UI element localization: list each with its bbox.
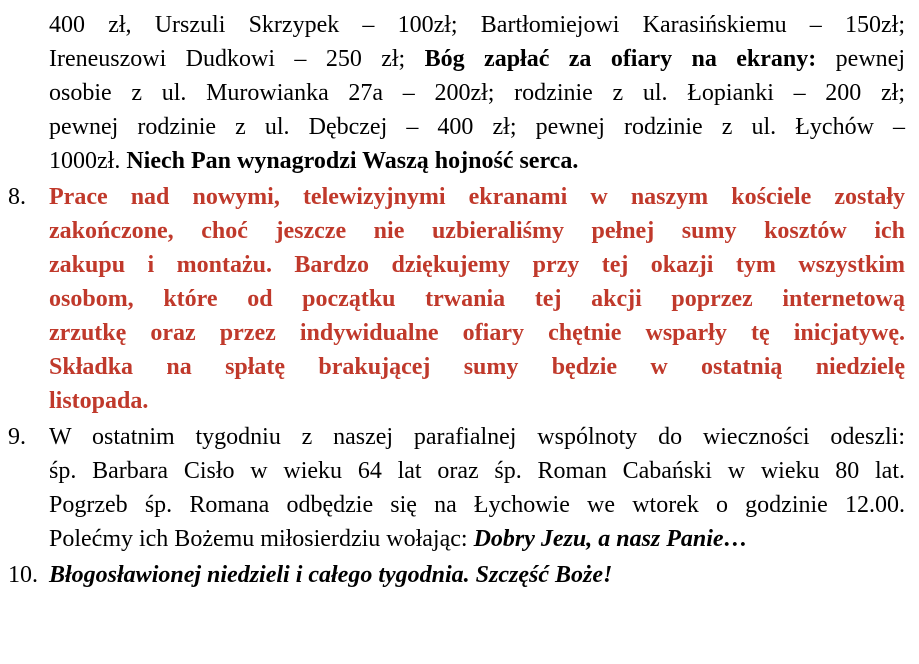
- item7-line-5: [49, 145, 578, 177]
- item7-text: pewnej: [816, 46, 905, 72]
- item8-line-2: zakończone, choć jeszcze nie uzbieraliśmy pełnej sumy kosztów ich: [49, 218, 905, 244]
- item9-line-4: [49, 523, 748, 555]
- item7-text: 1000zł.: [49, 148, 127, 174]
- item8-line-1: Prace nad nowymi, telewizyjnymi ekranami w naszym kościele zostały: [49, 184, 905, 210]
- item7-line-1: [49, 9, 905, 41]
- item7-line-3: [49, 77, 905, 109]
- item7-line-2: [49, 43, 905, 75]
- item9-line-2: śp. Barbara Cisło w wieku 64 lat oraz śp. Roman Cabański w wieku 80 lat.: [49, 458, 905, 484]
- item10-number: 10.: [8, 562, 38, 588]
- item9-text: Polećmy ich Bożemu miłosierdziu wołając:: [49, 526, 474, 552]
- item8-number: 8.: [8, 184, 26, 210]
- item7-bold-text: Bóg zapłać za ofiary na ekrany:: [424, 46, 817, 72]
- item8-line-4: osobom, które od początku trwania tej akcji poprzez internetową: [49, 286, 905, 312]
- item8-line-5: zrzutkę oraz przez indywidualne ofiary chętnie wsparły tę inicjatywę.: [49, 320, 905, 346]
- item9-line-1: W ostatnim tygodniu z naszej parafialnej wspólnoty do wieczności odeszli:: [49, 424, 905, 450]
- item7-text: Ireneuszowi Dudkowi – 250 zł;: [49, 46, 425, 72]
- item8-line-3: zakupu i montażu. Bardzo dziękujemy przy tej okazji tym wszystkim: [49, 252, 905, 278]
- item8-line-6: Składka na spłatę brakującej sumy będzie w ostatnią niedzielę: [49, 354, 905, 380]
- item8-line-7: listopada.: [49, 388, 149, 414]
- item10-line-1: Błogosławionej niedzieli i całego tygodnia. Szczęść Boże!: [49, 562, 613, 588]
- item7-bold-text: Niech Pan wynagrodzi Waszą hojność serca.: [126, 148, 579, 174]
- item7-text: pewnej rodzinie z ul. Dębczej – 400 zł; pewnej rodzinie z ul. Łychów –: [49, 114, 905, 140]
- item7-line-4: [49, 111, 905, 143]
- item7-text: 400 zł, Urszuli Skrzypek – 100zł; Bartłomiejowi Karasińskiemu – 150zł;: [49, 12, 905, 38]
- item9-number: 9.: [8, 424, 26, 450]
- item9-emphasis-text: Dobry Jezu, a nasz Panie…: [473, 526, 748, 552]
- item7-text: osobie z ul. Murowianka 27a – 200zł; rodzinie z ul. Łopianki – 200 zł;: [49, 80, 905, 106]
- item9-line-3: Pogrzeb śp. Romana odbędzie się na Łychowie we wtorek o godzinie 12.00.: [49, 492, 905, 518]
